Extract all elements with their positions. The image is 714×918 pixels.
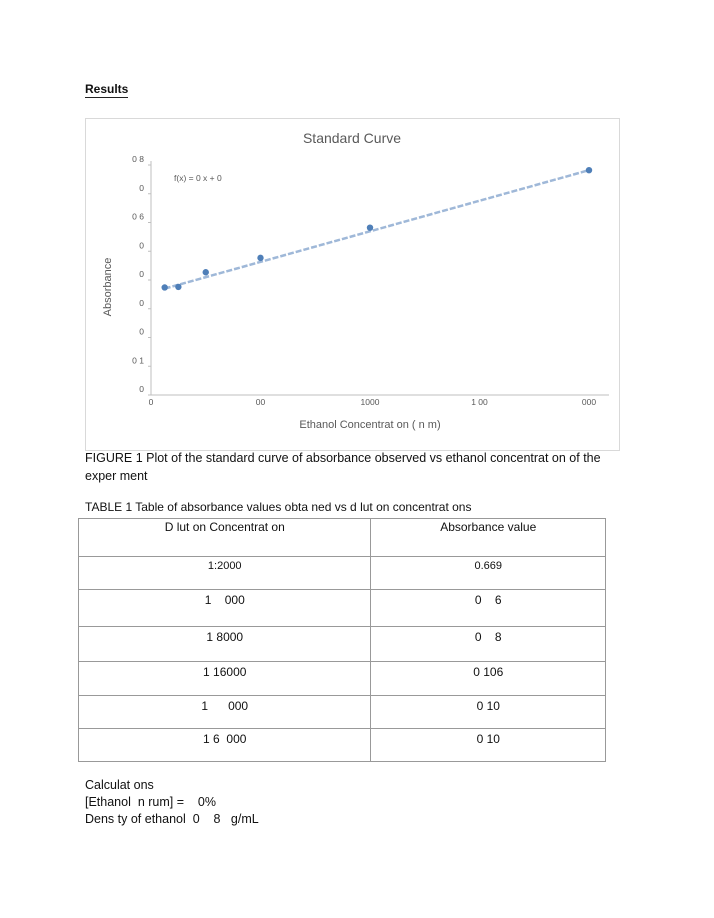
data-point [367,224,373,230]
table-row [79,696,606,729]
y-tick-label: 0 [139,326,144,337]
trendline [165,170,589,288]
data-point [161,284,167,290]
y-tick-label: 0 [139,297,144,308]
calculations-title: Calculat ons [85,778,154,792]
column-header-absorbance: Absorbance value [371,519,606,557]
cell-dilution: 1 16000 [79,662,371,696]
trendline-equation: f(x) = 0 x + 0 [174,173,222,183]
results-heading: Results [85,82,129,96]
table-header-row [79,519,606,557]
cell-absorbance: 0 10 [371,729,606,762]
data-point [257,255,263,261]
data-point [175,284,181,290]
cell-dilution: 1 000 [79,590,371,627]
cell-dilution: 1 6 000 [79,729,371,762]
table-row [79,627,606,662]
cell-absorbance: 0 106 [371,662,606,696]
cell-dilution: 1 000 [79,696,371,729]
cell-dilution: 1 8000 [79,627,371,662]
column-header-dilution: D lut on Concentrat on [79,519,371,557]
y-tick-label: 0 6 [132,211,144,222]
table-row [79,557,606,590]
table-caption: TABLE 1 Table of absorbance values obta ned vs d lut on concentrat ons [85,500,472,514]
cell-absorbance: 0 10 [371,696,606,729]
x-axis-label: Ethanol Concentrat on ( n m) [299,419,441,431]
x-tick-label: 1000 [360,397,380,407]
y-tick-label: 0 [139,269,144,279]
data-point [203,269,209,275]
table-row [79,729,606,762]
y-tick-label: 0 [139,384,144,394]
x-tick-label: 1 00 [471,397,488,407]
chart-title: Standard Curve [302,130,402,146]
cell-absorbance: 0 8 [371,627,606,662]
chart-svg [86,119,619,450]
ethanol-in-rum: [Ethanol n rum] = 0% [85,795,216,809]
calculations [85,777,259,828]
cell-absorbance: 0 6 [371,590,606,627]
cell-dilution: 1:2000 [79,557,371,590]
data-point [586,167,592,173]
y-tick-label: 0 [139,182,144,193]
cell-absorbance: 0.669 [371,557,606,590]
y-axis-label: Absorbance [102,257,114,317]
x-tick-label: 000 [581,397,597,407]
absorbance-table [78,518,606,762]
standard-curve-chart [85,118,620,451]
y-tick-label: 0 [139,240,144,251]
x-tick-label: 00 [255,397,266,407]
y-tick-label: 0 1 [132,355,144,366]
table-row [79,590,606,627]
table-row [79,662,606,696]
y-tick-label: 0 8 [132,154,144,164]
x-tick-label: 0 [148,397,154,407]
ethanol-density: Dens ty of ethanol 0 8 g/mL [85,812,259,826]
figure-caption: FIGURE 1 Plot of the standard curve of absorbance observed vs ethanol concentrat on of the exper ment [85,451,601,483]
